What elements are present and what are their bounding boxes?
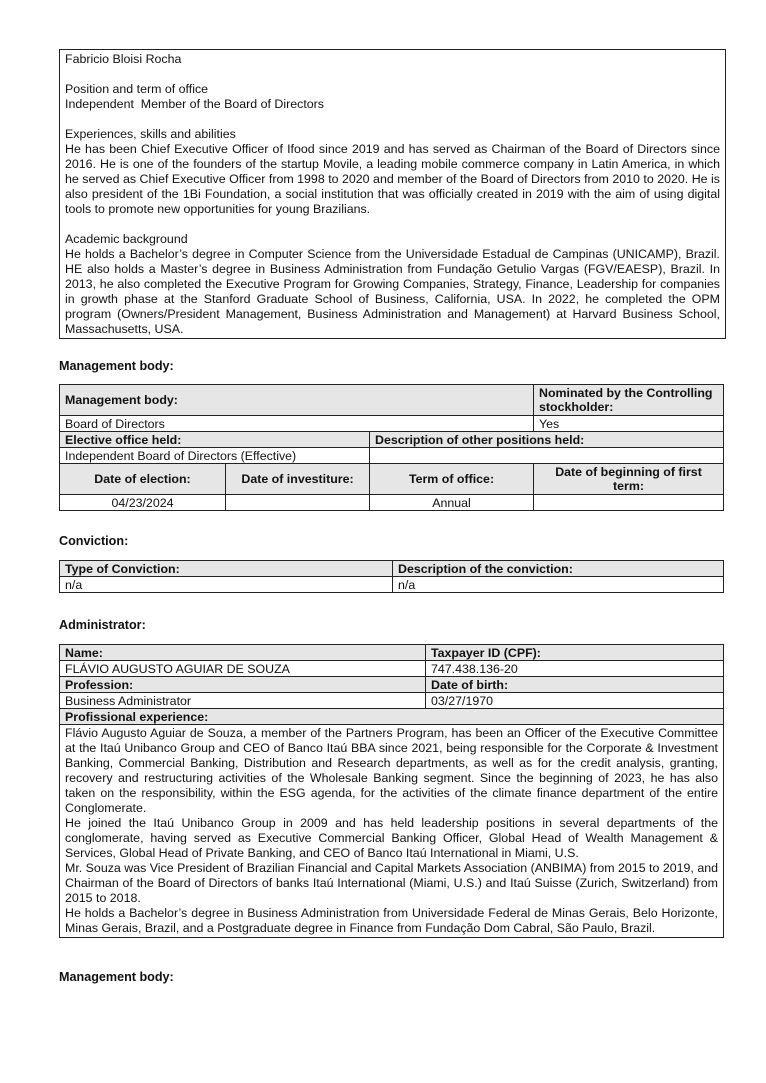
profession-value: Business Administrator <box>60 693 426 709</box>
table-row <box>60 709 724 725</box>
table-row <box>60 645 724 661</box>
experience-paragraph: Mr. Souza was Vice President of Brazilian Financial and Capital Markets Association (ANBIMA) from 2015 to 2019, and Chairman of the Board of Directors of banks Itaú International (Miami, U.S.) and Itaú Suisse (Zurich, Switzerland) from 2015 to 2018. <box>65 861 718 905</box>
experience-text: He has been Chief Executive Officer of Ifood since 2019 and has served as Chairman of the Board of Directors since 2016. He is one of the founders of the startup Movile, a leading mobile commerce company in Latin America, in which he served as Chief Executive Officer from 1998 to 2020 and member of the Board of Directors from 2010 to 2020. He is also president of the 1Bi Foundation, a social institution that was officially created in 2019 with the aim of using digital tools to promote new opportunities for young Brazilians. <box>65 142 720 216</box>
table-row <box>60 432 724 448</box>
elective-office-value: Independent Board of Directors (Effective) <box>60 448 370 464</box>
name-header: Name: <box>60 645 426 661</box>
table-row <box>60 385 724 416</box>
experience-cell <box>60 725 724 938</box>
biography-box <box>59 49 726 339</box>
position-value: Independent Member of the Board of Directors <box>65 97 324 111</box>
experience-paragraph: He joined the Itaú Unibanco Group in 2009 and has held leadership positions in several departments of the conglomerate, having served as Executive Commercial Banking Officer, Global Head of Wealth Management & Services, Global Head of Private Banking, and CEO of Banco Itaú International in Miami, U.S. <box>65 816 718 860</box>
academic-heading: Academic background <box>65 232 188 246</box>
cpf-value: 747.438.136-20 <box>426 661 724 677</box>
table-row <box>60 725 724 938</box>
table-row <box>60 677 724 693</box>
management-body-header: Management body: <box>60 385 534 416</box>
management-body-value: Board of Directors <box>60 416 534 432</box>
experience-heading: Experiences, skills and abilities <box>65 127 236 141</box>
academic-text: He holds a Bachelor’s degree in Computer Science from the Universidade Estadual de Campinas (UNICAMP), Brazil. HE also holds a Master’s degree in Business Administration from Fundação Getulio Vargas (FGV/EAESP), Brazil. In 2013, he also completed the Executive Program for Growing Companies, Strategy, Finance, Leadership for companies in growth phase at the Stanford Graduate School of Business, California, USA. In 2022, he completed the OPM program (Owners/President Management, Business Administration and Management) at Harvard Business School, Massachusetts, USA. <box>65 247 720 336</box>
table-row <box>60 577 724 593</box>
table-row <box>60 495 724 511</box>
first-term-header: Date of beginning of first term: <box>534 464 724 495</box>
table-row <box>60 561 724 577</box>
conviction-type-header: Type of Conviction: <box>60 561 393 577</box>
date-investiture-header: Date of investiture: <box>226 464 370 495</box>
birth-date-header: Date of birth: <box>426 677 724 693</box>
birth-date-value: 03/27/1970 <box>426 693 724 709</box>
conviction-table <box>59 560 724 593</box>
conviction-description-value: n/a <box>393 577 724 593</box>
next-management-body-section-title: Management body: <box>59 970 174 984</box>
table-row <box>60 464 724 495</box>
experience-paragraph: He holds a Bachelor’s degree in Business Administration from Universidade Federal de Minas Gerais, Belo Horizonte, Minas Gerais, Brazil, and a Postgraduate degree in Finance from Fundação Dom Cabral, São Paulo, Brazil. <box>65 906 718 935</box>
management-body-table <box>59 384 724 511</box>
other-positions-value <box>370 448 724 464</box>
conviction-description-header: Description of the conviction: <box>393 561 724 577</box>
table-row <box>60 661 724 677</box>
director-name: Fabricio Bloisi Rocha <box>65 52 182 66</box>
cpf-header: Taxpayer ID (CPF): <box>426 645 724 661</box>
date-election-header: Date of election: <box>60 464 226 495</box>
date-investiture-value <box>226 495 370 511</box>
nominated-header: Nominated by the Controlling stockholder: <box>534 385 724 416</box>
conviction-type-value: n/a <box>60 577 393 593</box>
profession-header: Profession: <box>60 677 426 693</box>
experience-paragraph: Flávio Augusto Aguiar de Souza, a member of the Partners Program, has been an Officer of the Executive Committee at the Itaú Unibanco Group and CEO of Banco Itaú BBA since 2021, being responsible for the Corporate & Investment Banking, Commercial Banking, Distribution and Research departments, as well as for the credit analysis, granting, recovery and restructuring activities of the Wholesale Banking segment. Since the beginning of 2023, he has also taken on the responsibility, within the ESG agenda, for the activities of the climate finance department of the entire Conglomerate. <box>65 726 718 815</box>
administrator-section-title: Administrator: <box>59 618 146 632</box>
table-row <box>60 693 724 709</box>
term-value: Annual <box>370 495 534 511</box>
experience-header: Profissional experience: <box>60 709 724 725</box>
table-row <box>60 448 724 464</box>
position-heading: Position and term of office <box>65 82 209 96</box>
administrator-table <box>59 644 724 938</box>
elective-office-header: Elective office held: <box>60 432 370 448</box>
management-body-section-title: Management body: <box>59 359 174 373</box>
term-header: Term of office: <box>370 464 534 495</box>
conviction-section-title: Conviction: <box>59 534 129 548</box>
table-row <box>60 416 724 432</box>
nominated-value: Yes <box>534 416 724 432</box>
other-positions-header: Description of other positions held: <box>370 432 724 448</box>
first-term-value <box>534 495 724 511</box>
name-value: FLÁVIO AUGUSTO AGUIAR DE SOUZA <box>60 661 426 677</box>
date-election-value: 04/23/2024 <box>60 495 226 511</box>
